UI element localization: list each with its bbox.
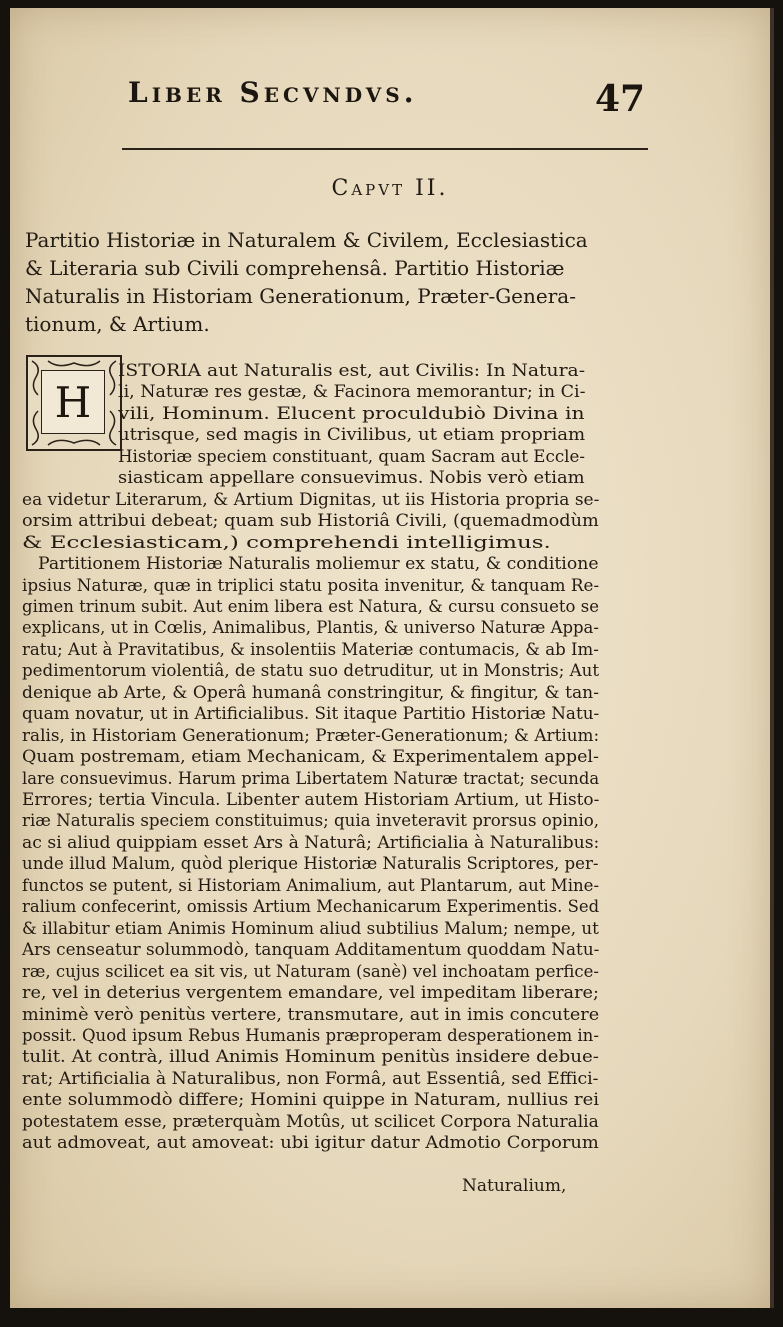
chapter-summary-line: Naturalis in Historiam Generationum, Præter-Genera- [25,284,576,308]
text-line: re, vel in deterius vergentem emandare, vel impeditam liberare; [22,983,599,1004]
text-line: ipsius Naturæ, quæ in triplici statu posita invenitur, & tanquam Re- [22,575,600,596]
text-line: functos se putent, si Historiam Animalium, aut Plantarum, aut Mine- [22,875,600,896]
text-line: li, Naturæ res gestæ, & Facinora memorantur; in Ci- [118,382,586,403]
text-line: Errores; tertia Vincula. Libenter autem Historiam Artium, ut Histo- [22,790,600,810]
ornamental-initial [26,355,122,451]
chapter-title: Capvt II. [331,176,449,201]
text-line: gimen trinum subit. Aut enim libera est Natura, & cursu consueto se [22,596,599,617]
text-line: pedimentorum violentiâ, de statu suo detruditur, ut in Monstris; Aut [22,661,600,682]
text-line: riæ Naturalis speciem constituimus; quia inveteravit prorsus opinio, [22,811,600,832]
text-line: possit. Quod ipsum Rebus Humanis præproperam desperationem in- [22,1025,599,1046]
text-line: & Ecclesiasticam,) comprehendi intelligimus. [22,532,551,553]
text-line: ISTORIA aut Naturalis est, aut Civilis: In Natura- [118,361,586,381]
text-line: rat; Artificialia à Naturalibus, non Formâ, aut Essentiâ, sed Effici- [22,1068,599,1089]
text-line: potestatem esse, præterquàm Motûs, ut scilicet Corpora Naturalia [22,1111,599,1132]
text-line: Partitionem Historiæ Naturalis moliemur ex statu, & conditione [38,554,599,575]
text-line: quam novatur, ut in Artificialibus. Sit itaque Partitio Historiæ Natu- [22,704,600,725]
text-line: vili, Hominum. Elucent proculdubiò Divina in [118,403,585,424]
text-line: unde illud Malum, quòd plerique Historiæ Naturalis Scriptores, per- [22,854,599,875]
text-line: aut admoveat, aut amoveat: ubi igitur datur Admotio Corporum [22,1133,599,1154]
text-line: ac si aliud quippiam esset Ars à Naturâ; Artificialia à Naturalibus: [22,832,600,853]
chapter-summary-line: & Literaria sub Civili comprehensâ. Partitio Historiæ [25,256,565,280]
text-line: tulit. At contrà, illud Animis Hominum penitùs insidere debue- [22,1047,599,1068]
text-line: utrisque, sed magis in Civilibus, ut etiam propriam [118,425,586,446]
text-line: Ars censeatur solummodò, tanquam Additamentum quoddam Natu- [22,940,600,961]
text-line: denique ab Arte, & Operâ humanâ constringitur, & fingitur, & tan- [22,682,599,703]
text-line: minimè verò penitùs vertere, transmutare, aut in imis concutere [22,1004,600,1025]
text-line: ræ, cujus scilicet ea sit vis, ut Naturam (sanè) vel inchoatam perfice- [22,961,599,982]
chapter-summary-line: tionum, & Artium. [25,312,210,336]
text-line: ratu; Aut à Pravitatibus, & insolentiis Materiæ contumacis, & ab Im- [22,639,599,660]
text-line: Quam postremam, etiam Mechanicam, & Experimentalem appel- [22,747,599,768]
page-number: 47 [595,78,646,120]
text-line: & illabitur etiam Animis Hominum aliud subtilius Malum; nempe, ut [22,918,599,939]
header-rule [122,148,648,150]
text-line: ralium confecerint, omissis Artium Mechanicarum Experimentis. Sed [22,897,600,918]
text-line: Historiæ speciem constituant, quam Sacram aut Eccle- [118,446,585,467]
initial-letter: H [41,370,105,434]
running-head: Liber Secvndvs. [128,76,418,109]
book-page [10,8,774,1308]
text-line: explicans, ut in Cœlis, Animalibus, Plantis, & universo Naturæ Appa- [22,618,599,639]
catchword: Naturalium, [462,1176,567,1196]
text-line: siasticam appellare consuevimus. Nobis verò etiam [118,468,585,489]
text-line: orsim attribui debeat; quam sub Historiâ Civili, (quemadmodùm [22,511,599,532]
chapter-summary-line: Partitio Historiæ in Naturalem & Civilem, Ecclesiastica [25,228,588,252]
text-line: ente solummodò differe; Homini quippe in Naturam, nullius rei [22,1090,600,1111]
text-line: ralis, in Historiam Generationum; Præter-Generationum; & Artium: [22,725,600,746]
text-line: lare consuevimus. Harum prima Libertatem Naturæ tractat; secunda [22,768,600,789]
text-line: ea videtur Literarum, & Artium Dignitas, ut iis Historia propria se- [22,489,600,510]
